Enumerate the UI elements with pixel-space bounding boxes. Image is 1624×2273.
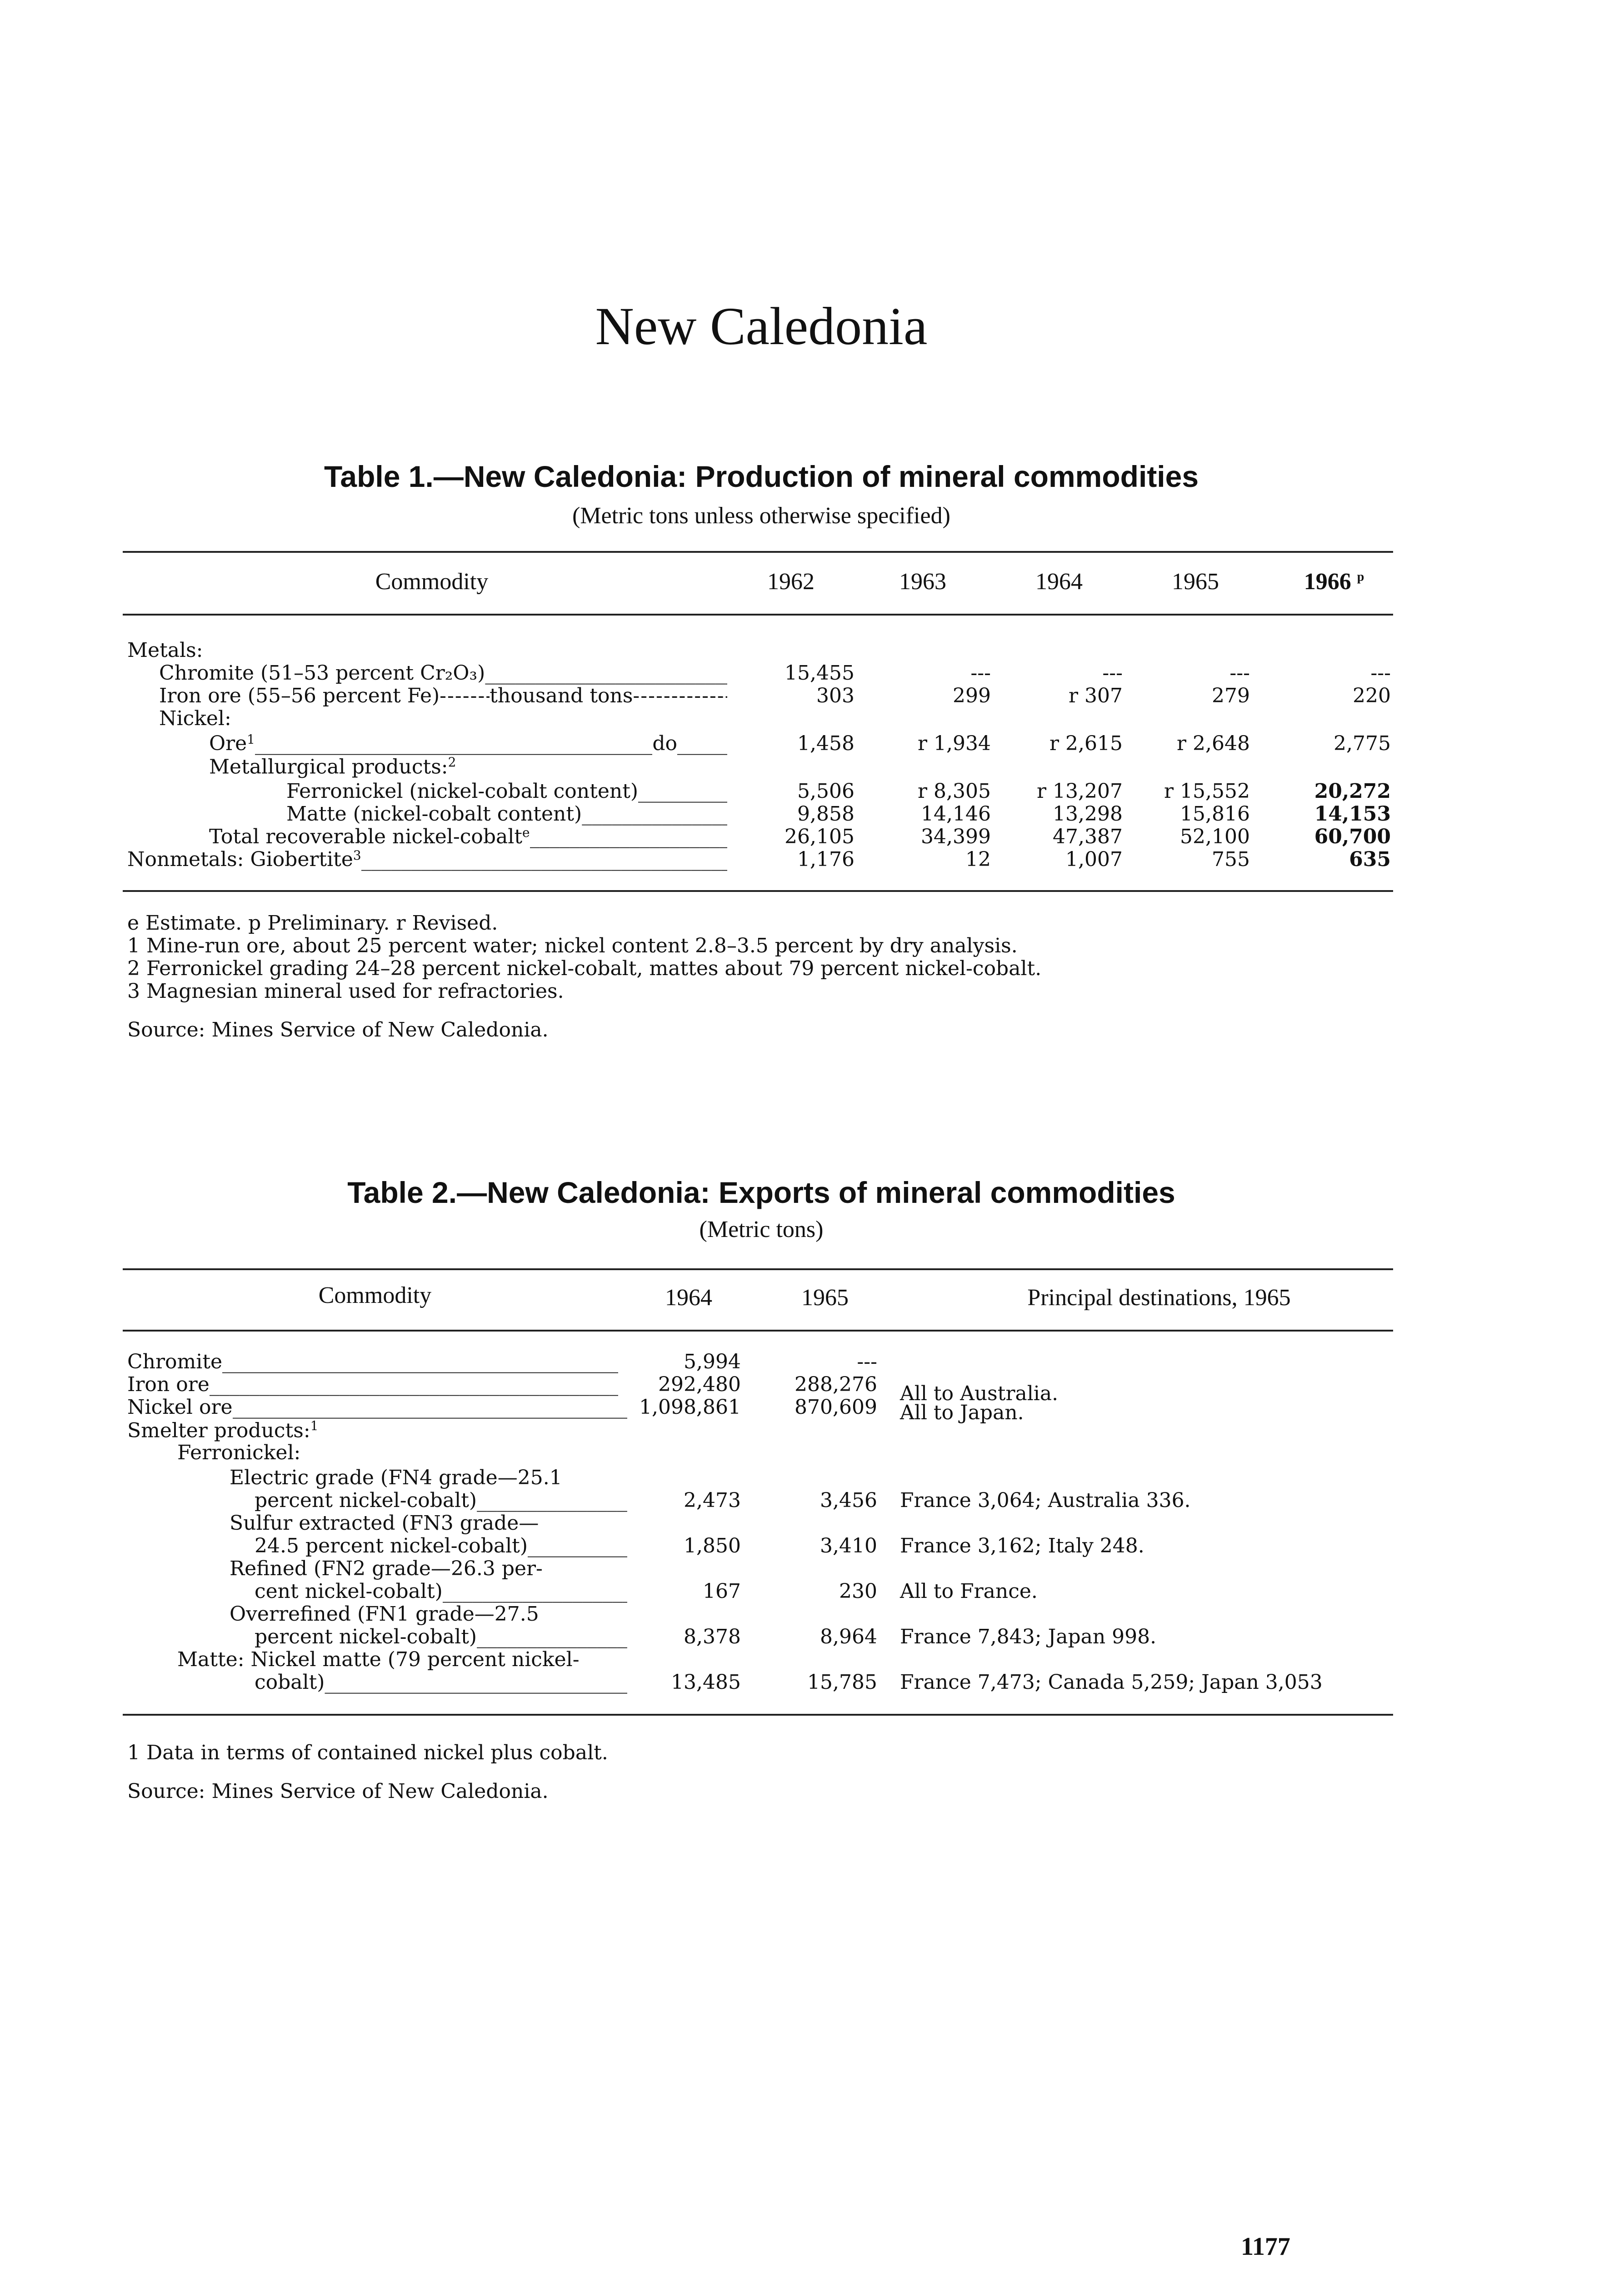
table1-source: Source: Mines Service of New Caledonia. [127, 1018, 549, 1041]
table2-refined-line2 [255, 1580, 627, 1603]
table2-header-destinations: Principal destinations, 1965 [1027, 1285, 1291, 1311]
table1-ore-1966: 2,775 [1334, 732, 1391, 755]
table1-total-1966: 60,700 [1314, 825, 1391, 848]
table1-header-1963: 1963 [899, 569, 946, 595]
leader [222, 1350, 618, 1373]
table2-row-iron-label [127, 1373, 618, 1396]
leader [325, 1671, 627, 1694]
footnote-mark: e [522, 825, 530, 840]
footnote-mark: 1 [247, 732, 255, 747]
table1-header-rule [123, 614, 1393, 616]
label-text: cent nickel-cobalt) [255, 1580, 443, 1603]
table1-iron-1965: 279 [1212, 684, 1250, 707]
table1-total-1964: 47,387 [1053, 825, 1123, 848]
table1-giobertite-1965: 755 [1212, 848, 1250, 871]
table1-iron-1964: r 307 [1068, 684, 1123, 707]
table2-bottom-rule [123, 1714, 1393, 1716]
page-title: New Caledonia [595, 296, 928, 356]
leader [528, 1534, 627, 1557]
table1-metallurgical-heading [209, 755, 456, 779]
label-text: Metallurgical products: [209, 755, 448, 779]
table1-row-chromite-label [159, 661, 727, 685]
label-text: percent nickel-cobalt) [255, 1625, 477, 1648]
table1-giobertite-1966: 635 [1349, 848, 1391, 871]
table1-ferronickel-1964: r 13,207 [1037, 780, 1123, 803]
table1-ferronickel-1962: 5,506 [797, 780, 854, 803]
table1-chromite-1964: --- [1102, 661, 1123, 685]
label-text: Ore [209, 732, 247, 755]
table2-subtitle: (Metric tons) [699, 1217, 824, 1242]
table1-metals-heading: Metals: [127, 639, 203, 662]
table1-chromite-1963: --- [970, 661, 991, 685]
leader [485, 661, 727, 685]
label-text: percent nickel-cobalt) [255, 1489, 477, 1512]
table1-giobertite-1962: 1,176 [797, 848, 854, 871]
table1-matte-1965: 15,816 [1180, 802, 1250, 826]
unit-text: thousand tons [490, 684, 633, 707]
table1-ore-1963: r 1,934 [918, 732, 991, 755]
table2-sulfur-1964: 1,850 [684, 1534, 741, 1557]
table2-matte-1965: 15,785 [807, 1671, 877, 1694]
table1-matte-1966: 14,153 [1314, 802, 1391, 826]
table1-header-1962: 1962 [767, 569, 814, 595]
table2-sulfur-1965: 3,410 [820, 1534, 877, 1557]
table2-refined-dest: All to France. [900, 1580, 1038, 1603]
label-text: Iron ore [127, 1373, 210, 1396]
table2-row-nickel-label [127, 1396, 627, 1419]
table2-header-rule [123, 1330, 1393, 1332]
page-number: 1177 [1241, 2233, 1290, 2261]
table1-header-1966 [1273, 568, 1395, 595]
table1-chromite-1966: --- [1370, 661, 1391, 685]
table1-row-giobertite-label [127, 848, 727, 871]
table1-header-1966-year: 1966 [1304, 569, 1351, 595]
leader [255, 732, 652, 755]
table1-iron-1962: 303 [816, 684, 854, 707]
unit-text: do [652, 732, 677, 755]
table1-top-rule [123, 551, 1393, 553]
table2-electric-1965: 3,456 [820, 1489, 877, 1512]
table1-nickel-heading: Nickel: [159, 707, 231, 730]
leader [477, 1625, 627, 1648]
table2-refined-1965: 230 [839, 1580, 877, 1603]
table2-nickel-1965: 870,609 [795, 1396, 877, 1419]
table2-header-commodity: Commodity [318, 1282, 432, 1308]
label-text: Matte (nickel-cobalt content) [286, 802, 582, 826]
table2-electric-line2 [255, 1489, 627, 1512]
table1-row-total-label [209, 825, 727, 848]
table1-title: Table 1.—New Caledonia: Production of mineral commodities [324, 460, 1199, 493]
table2-refined-line1: Refined (FN2 grade—26.3 per- [230, 1557, 543, 1580]
table2-note-1: 1 Data in terms of contained nickel plus cobalt. [127, 1741, 608, 1764]
footnote-mark: 2 [448, 755, 456, 770]
table1-row-ferronickel-label [286, 780, 727, 803]
table1-row-ore-label [209, 732, 727, 755]
leader [530, 825, 727, 848]
table1-ferronickel-1965: r 15,552 [1164, 780, 1250, 803]
label-text: Nickel ore [127, 1396, 233, 1419]
label-text: Nonmetals: Giobertite [127, 848, 353, 871]
table2-overrefined-dest: France 7,843; Japan 998. [900, 1625, 1157, 1648]
leader [638, 780, 727, 803]
table1-subtitle: (Metric tons unless otherwise specified) [572, 503, 950, 529]
table1-giobertite-1963: 12 [965, 848, 991, 871]
table2-sulfur-line1: Sulfur extracted (FN3 grade— [230, 1512, 539, 1535]
table1-total-1962: 26,105 [785, 825, 854, 848]
table1-ore-1965: r 2,648 [1177, 732, 1250, 755]
label-text: Ferronickel (nickel-cobalt content) [286, 780, 639, 803]
leader [361, 848, 727, 871]
leader [443, 1580, 627, 1603]
table1-ferronickel-1966: 20,272 [1314, 780, 1391, 803]
table1-total-1963: 34,399 [921, 825, 991, 848]
table2-matte-line2 [255, 1671, 627, 1694]
table1-giobertite-1964: 1,007 [1065, 848, 1123, 871]
table1-header-commodity: Commodity [375, 569, 489, 595]
table1-matte-1963: 14,146 [921, 802, 991, 826]
label-text: 24.5 percent nickel-cobalt) [255, 1534, 528, 1557]
table1-ore-1964: r 2,615 [1049, 732, 1123, 755]
label-text: Chromite (51–53 percent Cr₂O₃) [159, 661, 485, 685]
table1-header-1966-mark: p [1357, 570, 1364, 584]
table1-matte-1962: 9,858 [797, 802, 854, 826]
table1-row-iron-label [159, 684, 727, 707]
table1-note-legend: e Estimate. p Preliminary. r Revised. [127, 911, 498, 935]
leader [677, 732, 727, 755]
table2-iron-1964: 292,480 [658, 1373, 741, 1396]
table1-ferronickel-1963: r 8,305 [918, 780, 991, 803]
leader [477, 1489, 627, 1512]
table2-header-1965: 1965 [801, 1285, 849, 1311]
table2-title: Table 2.—New Caledonia: Exports of mineral commodities [347, 1176, 1175, 1209]
table2-sulfur-line2 [255, 1534, 627, 1557]
leader [582, 802, 727, 826]
table2-overrefined-1964: 8,378 [684, 1625, 741, 1648]
table2-electric-1964: 2,473 [684, 1489, 741, 1512]
table2-header-1964: 1964 [665, 1285, 712, 1311]
table1-ore-1962: 1,458 [797, 732, 854, 755]
table2-top-rule [123, 1268, 1393, 1270]
table2-chromite-1965: --- [857, 1350, 877, 1373]
table2-nickel-1964: 1,098,861 [639, 1396, 741, 1419]
table2-nickel-dest: All to Japan. [900, 1401, 1024, 1424]
table2-overrefined-1965: 8,964 [820, 1625, 877, 1648]
table1-row-matte-label [286, 802, 727, 826]
table2-iron-dest: All to Australia. [900, 1382, 1059, 1405]
table2-matte-dest: France 7,473; Canada 5,259; Japan 3,053 [900, 1671, 1323, 1694]
table1-total-1965: 52,100 [1180, 825, 1250, 848]
table2-iron-1965: 288,276 [795, 1373, 877, 1396]
table1-chromite-1965: --- [1229, 661, 1250, 685]
table2-smelter-heading [127, 1418, 318, 1442]
footnote-mark: 3 [353, 848, 361, 863]
table1-note-2: 2 Ferronickel grading 24–28 percent nickel-cobalt, mattes about 79 percent nickel-cobalt. [127, 957, 1042, 980]
table2-ferronickel-heading: Ferronickel: [177, 1441, 301, 1464]
label-text: cobalt) [255, 1671, 325, 1694]
leader [210, 1373, 618, 1396]
leader [633, 684, 727, 707]
label-text: Chromite [127, 1350, 223, 1373]
table2-chromite-1964: 5,994 [684, 1350, 741, 1373]
table1-header-1965: 1965 [1172, 569, 1219, 595]
leader [233, 1396, 627, 1419]
table2-matte-line1: Matte: Nickel matte (79 percent nickel- [177, 1648, 580, 1671]
table2-row-chromite-label [127, 1350, 618, 1373]
table1-header-1964: 1964 [1035, 569, 1083, 595]
table1-note-3: 3 Magnesian mineral used for refractories. [127, 980, 564, 1003]
table2-refined-1964: 167 [703, 1580, 741, 1603]
table2-electric-line1: Electric grade (FN4 grade—25.1 [230, 1466, 562, 1489]
footnote-mark: 1 [310, 1418, 319, 1433]
label-text: Iron ore (55–56 percent Fe) [159, 684, 440, 707]
table1-chromite-1962: 15,455 [785, 661, 854, 685]
table1-note-1: 1 Mine-run ore, about 25 percent water; nickel content 2.8–3.5 percent by dry analysis. [127, 934, 1018, 957]
table1-iron-1966: 220 [1353, 684, 1391, 707]
table2-overrefined-line2 [255, 1625, 627, 1648]
table1-matte-1964: 13,298 [1053, 802, 1123, 826]
table2-source: Source: Mines Service of New Caledonia. [127, 1780, 549, 1803]
table2-sulfur-dest: France 3,162; Italy 248. [900, 1534, 1144, 1557]
table2-matte-1964: 13,485 [671, 1671, 741, 1694]
label-text: Smelter products: [127, 1419, 310, 1442]
label-text: Total recoverable nickel-cobalt [209, 825, 523, 848]
table2-overrefined-line1: Overrefined (FN1 grade—27.5 [230, 1602, 539, 1626]
table2-electric-dest: France 3,064; Australia 336. [900, 1489, 1191, 1512]
table1-iron-1963: 299 [953, 684, 991, 707]
table1-bottom-rule [123, 890, 1393, 892]
leader [440, 684, 490, 707]
